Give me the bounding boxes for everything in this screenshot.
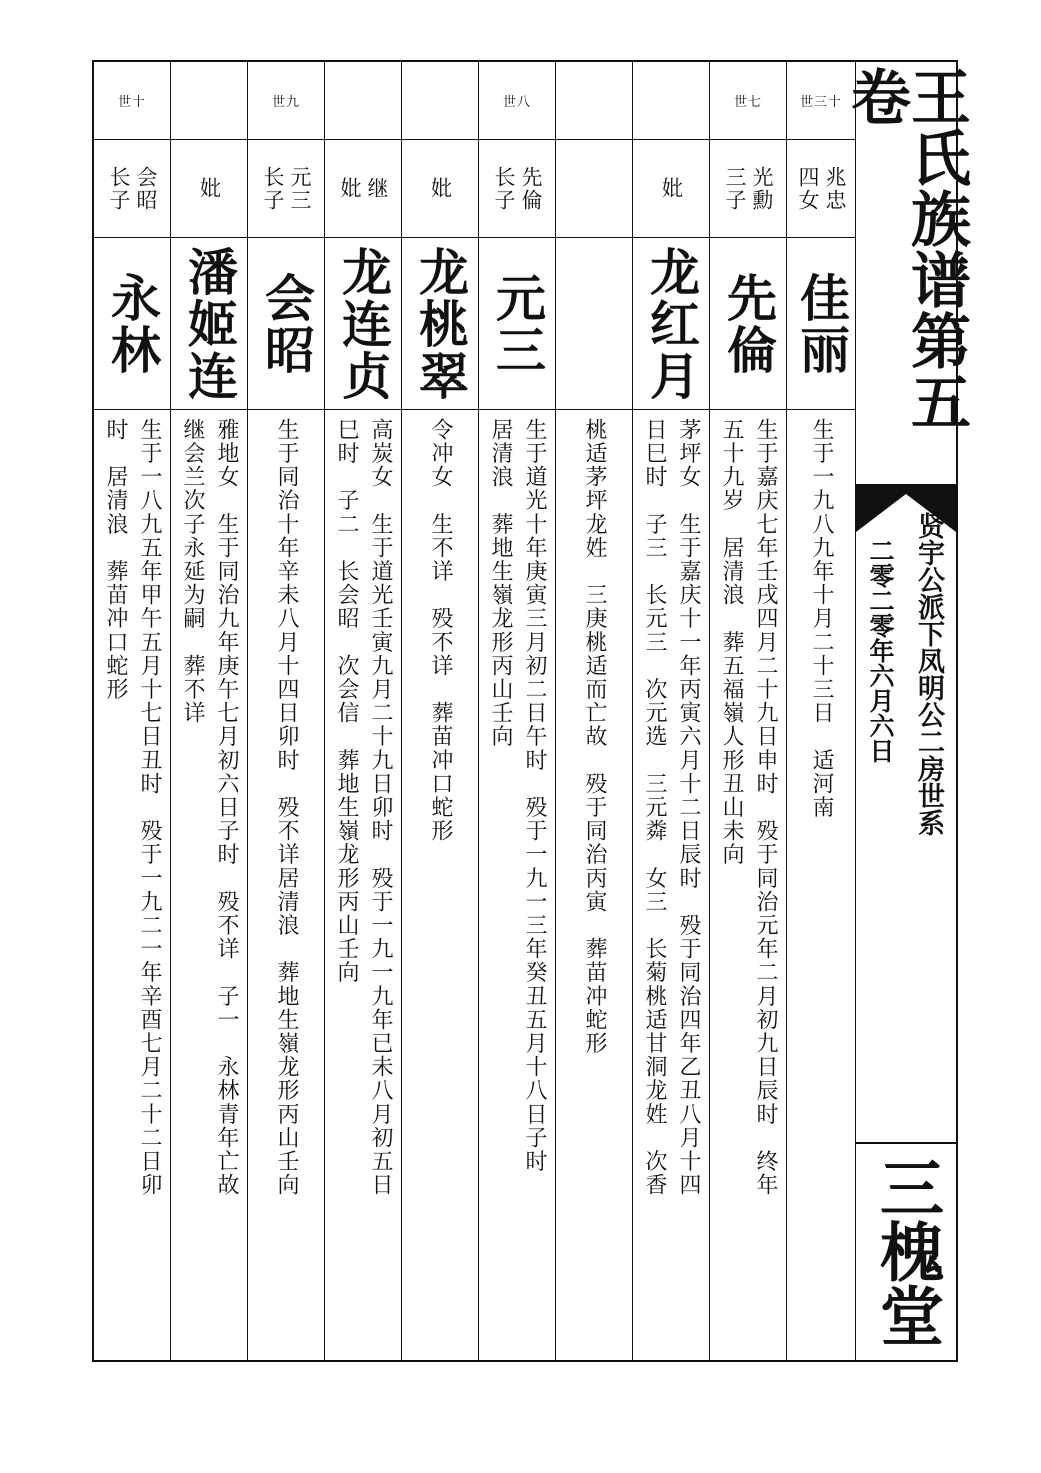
person-name: 元三 — [488, 271, 547, 376]
generation-column — [710, 62, 787, 1360]
genealogy-page — [92, 60, 971, 1362]
person-name: 龙连贞 — [334, 245, 393, 402]
relation-text: 妣 — [197, 177, 222, 200]
generation-column — [94, 62, 171, 1360]
relation-text: 四女 — [796, 165, 820, 212]
bio-text: 令冲女 生不详 殁不详 葬苗冲口蛇形 — [428, 418, 453, 843]
generation-label: 世三十 — [787, 62, 855, 140]
relation-text: 妣 — [338, 177, 362, 200]
relation-text: 长子 — [261, 165, 285, 212]
generation-label — [325, 62, 401, 140]
book-title: 王氏族谱第五卷 — [841, 66, 971, 432]
generation-label — [633, 62, 709, 140]
bio-text: 生于道光十年庚寅三月初二日午时 殁于一九一三年癸丑五月十八日子时 — [522, 418, 547, 1174]
bio-text: 茅坪女 生于嘉庆十一年丙寅六月十二日辰时 殁于同治四年乙丑八月十四 — [676, 418, 701, 1197]
relation-text: 妣 — [659, 177, 684, 200]
relation-text: 三子 — [723, 165, 747, 212]
person-name: 潘姬连 — [180, 245, 239, 402]
bio-text: 高炭女 生于道光壬寅九月二十九日卯时 殁于一九一九年已未八月初五日 — [368, 418, 393, 1197]
person-name: 永林 — [103, 271, 162, 376]
generation-column — [633, 62, 710, 1360]
generation-label: 世七 — [710, 62, 786, 140]
compile-date: 二零二零年六月六日 — [866, 538, 895, 763]
person-name: 龙红月 — [642, 245, 701, 402]
person-name: 佳丽 — [792, 271, 851, 376]
bio-text: 时 居清浪 葬苗冲口蛇形 — [103, 418, 128, 702]
generation-label: 世九 — [248, 62, 324, 140]
generation-label: 世八 — [479, 62, 555, 140]
generation-column — [325, 62, 402, 1360]
generation-column — [402, 62, 479, 1360]
generation-column — [479, 62, 556, 1360]
relation-text: 光勳 — [750, 165, 774, 212]
title-band — [841, 62, 971, 1360]
generation-label — [556, 62, 632, 140]
bio-text: 生于一九八九年十月二十三日 适河南 — [809, 418, 834, 820]
generation-column — [248, 62, 325, 1360]
bio-text: 巳时 子二 长会昭 次会信 葬地生嶺龙形丙山壬向 — [334, 418, 359, 985]
hall-name: 三槐堂 — [869, 1155, 944, 1347]
bio-text: 五十九岁 居清浪 葬五福嶺人形丑山未向 — [719, 418, 744, 867]
generation-label — [402, 62, 478, 140]
generation-column — [171, 62, 248, 1360]
relation-text: 长子 — [107, 165, 131, 212]
branch-subtitle: 贤宇公派下凤明公二房世系 — [913, 512, 944, 836]
bio-text: 居清浪 葬地生嶺龙形丙山壬向 — [488, 418, 513, 749]
generation-label: 世十 — [94, 62, 170, 140]
relation-text: 继 — [365, 177, 389, 200]
relation-text: 元三 — [288, 165, 312, 212]
generation-column — [556, 62, 633, 1360]
relation-text: 长子 — [492, 165, 516, 212]
bio-text: 雅地女 生于同治九年庚午七月初六日子时 殁不详 子一 永林青年亡故 — [214, 418, 239, 1197]
person-name: 会昭 — [257, 271, 316, 376]
bio-text: 继会兰次子永延为嗣 葬不详 — [180, 418, 205, 725]
bio-text: 桃适茅坪龙姓 三庚桃适而亡故 殁于同治丙寅 葬苗冲蛇形 — [582, 418, 607, 1056]
person-name: 先倫 — [719, 271, 778, 376]
bio-text: 日巳时 子三 长元三 次元选 三元粦 女三 长菊桃适甘洞龙姓 次香 — [642, 418, 667, 1197]
generation-label — [171, 62, 247, 140]
bio-text: 生于一八九五年甲午五月十七日丑时 殁于一九二一年辛酉七月二十二日卯 — [137, 418, 162, 1197]
relation-text: 兆忠 — [823, 165, 847, 212]
person-name: 龙桃翠 — [411, 245, 470, 402]
bio-text: 生于嘉庆七年壬戌四月二十九日申时 殁于同治元年二月初九日辰时 终年 — [753, 418, 778, 1197]
relation-text: 会昭 — [134, 165, 158, 212]
relation-text: 先倫 — [519, 165, 543, 212]
relation-text: 妣 — [428, 177, 453, 200]
bio-text: 生于同治十年辛未八月十四日卯时 殁不详居清浪 葬地生嶺龙形丙山壬向 — [274, 418, 299, 1197]
